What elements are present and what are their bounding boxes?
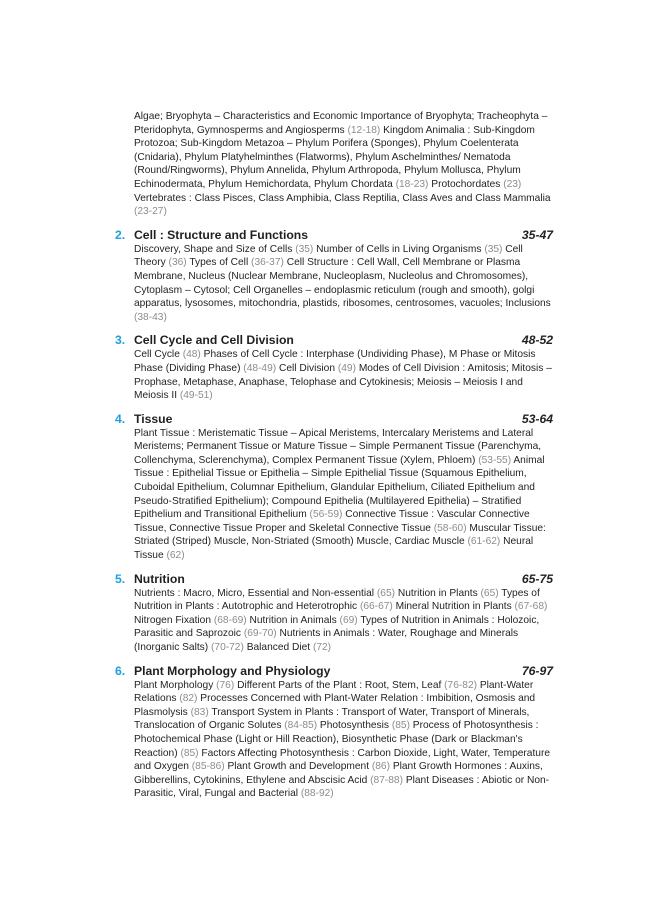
chapter-topics <box>134 427 553 563</box>
topic-page-ref: (87-88) <box>370 774 403 786</box>
topic-text: Types of Nutrition in Plants : Autotrophic and Heterotrophic <box>134 587 540 613</box>
topic-page-ref: (53-55) <box>478 454 512 466</box>
topic-text: Transport System in Plants : Transport of Water, Transport of Minerals, Translocation of Organic Solutes <box>134 706 530 732</box>
topic-text: Nutrients : Macro, Micro, Essential and Non-essential <box>134 587 377 599</box>
topic-text: Cell Theory <box>134 243 523 269</box>
topic-page-ref: (85-86) <box>191 761 225 773</box>
topic-text: Neural Tissue <box>134 536 534 562</box>
topic-page-ref: (38-43) <box>134 311 167 323</box>
topic-page-ref: (58-60) <box>433 522 467 534</box>
chapter-title: Tissue <box>134 411 173 426</box>
topic-text: Muscular Tissue: Striated (Striped) Muscle, Non-Striated (Smooth) Muscle, Cardiac Muscle <box>134 522 546 548</box>
topic-page-ref: (86) <box>371 761 390 773</box>
topic-page-ref: (85) <box>180 747 199 759</box>
chapter-title: Cell : Structure and Functions <box>134 227 309 242</box>
topic-page-ref: (48) <box>182 349 201 361</box>
chapter-topics <box>134 587 553 655</box>
topic-page-ref: (66-67) <box>359 601 393 613</box>
topic-page-ref: (36) <box>168 257 187 269</box>
topic-text: Connective Tissue : Vascular Connective Tissue, Connective Tissue Proper and Skeletal Connective Tissue <box>134 509 530 534</box>
topic-text: Processes Concerned with Plant-Water Relation : Imbibition, Osmosis and Plasmolysis <box>134 693 536 718</box>
topic-page-ref: (12-18) <box>347 124 381 136</box>
topic-page-ref: (23-27) <box>134 206 167 218</box>
topic-text: Kingdom Animalia : Sub-Kingdom Protozoa; Sub-Kingdom Metazoa – Phylum Porifera (Sponges), Phylum Coelenterata (Cnidaria), Phylum Platyhelminthes (Flatworms), Phylum Aschelminthes/ Nematoda (Round/Ringworms), Phylum Annelida, Phylum Arthropoda, Phylum Mollusca, Phylum Echinodermata, Phylum Hemichordata, Phylum Chordata <box>134 124 535 190</box>
topic-text: Phases of Cell Cycle : Interphase (Undividing Phase), M Phase or Mitosis Phase (Dividing Phase) <box>134 349 536 374</box>
topic-text: Process of Photosynthesis : Photochemical Phase (Light or Hill Reaction), Biosynthetic Phase (Dark or Blackman's Reaction) <box>134 720 539 759</box>
continued-chapter-text <box>134 110 553 219</box>
chapter-page-range: 53-64 <box>521 411 553 426</box>
chapter-entry <box>115 412 553 563</box>
topic-page-ref: (18-23) <box>395 178 429 190</box>
topic-text: Plant Tissue : Meristematic Tissue – Apical Meristems, Intercalary Meristems and Lateral Meristems; Permanent Tissue or Mature Tissue – Simple Permanent Tissue (Parenchyma, Collenchyma, Sclerenchyma), Complex Permanent Tissue (Xylem, Phloem) <box>134 427 542 466</box>
topic-page-ref: (83) <box>190 706 209 718</box>
topic-text: Discovery, Shape and Size of Cells <box>134 243 296 255</box>
topic-text: Vertebrates : Class Pisces, Class Amphibia, Class Reptilia, Class Aves and Class Mammalia <box>134 192 551 204</box>
chapter-number: 3. <box>115 333 126 348</box>
chapter-heading <box>115 228 553 243</box>
topic-text: Nutrition in Animals <box>246 614 340 626</box>
topic-text: Photosynthesis <box>317 720 392 732</box>
chapter-number: 6. <box>115 663 126 678</box>
chapter-list <box>115 228 553 801</box>
chapter-title: Nutrition <box>134 571 185 586</box>
topic-page-ref: (23) <box>503 178 522 190</box>
topic-page-ref: (65) <box>376 587 396 599</box>
topic-page-ref: (49) <box>337 362 356 374</box>
topic-text: Nitrogen Fixation <box>134 614 214 626</box>
topic-page-ref: (48-49) <box>243 362 277 374</box>
topic-page-ref: (82) <box>179 693 198 705</box>
chapter-page-range: 48-52 <box>521 333 553 348</box>
chapter-entry <box>115 572 553 655</box>
chapter-topics <box>134 679 553 801</box>
topic-page-ref: (35) <box>295 243 314 255</box>
topic-text: Plant Growth Hormones : Auxins, Gibberellins, Cytokinins, Ethylene and Abscisic Acid <box>134 761 543 786</box>
chapter-heading <box>115 572 553 587</box>
topic-text: Animal Tissue : Epithelial Tissue or Epithelia – Simple Epithelial Tissue (Squamous Epithelium, Cuboidal Epithelium, Columnar Epithelium, Glandular Epithelium, Ciliated Epithelium and Pseudo-Stratified Epithelium); Compound Epithelia (Multilayered Epithelia) – Stratified Epithelium and Transitional Epithelium <box>134 454 545 521</box>
topic-page-ref: (67-68) <box>514 601 548 613</box>
topic-page-ref: (76-82) <box>444 679 477 691</box>
chapter-number: 2. <box>115 227 126 242</box>
topic-text: Balanced Diet <box>243 642 313 653</box>
topic-text: Types of Cell <box>186 257 252 269</box>
chapter-entry <box>115 333 553 402</box>
chapter-number: 5. <box>115 571 126 586</box>
topic-page-ref: (69-70) <box>243 628 277 640</box>
chapter-entry <box>115 228 553 325</box>
chapter-number: 4. <box>115 411 126 426</box>
topic-text: Algae; Bryophyta – Characteristics and Economic Importance of Bryophyta; Tracheophyta – Pteridophyta, Gymnosperms and Angiosperms <box>134 111 548 136</box>
topic-text: Nutrients in Animals : Water, Roughage and Minerals (Inorganic Salts) <box>134 628 519 653</box>
topic-text: Nutrition in Plants <box>395 587 481 599</box>
chapter-title: Cell Cycle and Cell Division <box>134 333 294 348</box>
topic-text: Plant Growth and Development <box>224 761 372 773</box>
topic-text: Plant Morphology <box>134 679 217 691</box>
chapter-topics <box>134 348 553 402</box>
chapter-page-range: 65-75 <box>521 571 553 586</box>
topic-page-ref: (35) <box>484 243 503 255</box>
chapter-page-range: 35-47 <box>521 227 553 242</box>
chapter-page-range: 76-97 <box>521 663 553 678</box>
topic-page-ref: (72) <box>312 642 332 653</box>
chapter-entry <box>115 664 553 801</box>
topic-text: Modes of Cell Division : Amitosis; Mitosis – Prophase, Metaphase, Anaphase, Telophase and Cytokinesis; Meiosis – Meiosis I and Meiosis II <box>134 362 552 402</box>
topic-page-ref: (36-37) <box>251 257 284 269</box>
topic-text: Number of Cells in Living Organisms <box>313 243 485 255</box>
topic-page-ref: (70-72) <box>211 642 244 653</box>
topic-text: Different Parts of the Plant : Root, Stem, Leaf <box>234 679 445 691</box>
topic-page-ref: (56-59) <box>309 509 343 521</box>
topic-text: Protochordates <box>428 178 504 190</box>
topic-text: Mineral Nutrition in Plants <box>392 601 515 613</box>
topic-page-ref: (62) <box>166 550 185 562</box>
topic-page-ref: (85) <box>391 720 410 732</box>
topic-text: Plant Diseases : Abiotic or Non-Parasitic, Viral, Fungal and Bacterial <box>134 774 550 800</box>
topic-text: Cell Cycle <box>134 349 183 361</box>
topic-page-ref: (65) <box>480 587 499 599</box>
topic-page-ref: (88-92) <box>300 788 334 800</box>
topic-text: Types of Nutrition in Animals : Holozoic, Parasitic and Saprozoic <box>134 614 540 640</box>
topic-text: Plant-Water Relations <box>134 679 534 705</box>
chapter-heading <box>115 333 553 348</box>
topic-page-ref: (84-85) <box>284 720 318 732</box>
topic-page-ref: (69) <box>339 614 358 626</box>
chapter-heading <box>115 664 553 679</box>
topic-page-ref: (49-51) <box>179 390 213 402</box>
topic-text: Factors Affecting Photosynthesis : Carbon Dioxide, Light, Water, Temperature and Oxygen <box>134 747 551 773</box>
topic-page-ref: (76) <box>216 679 235 691</box>
topic-text: Cell Division <box>276 362 338 374</box>
topic-page-ref: (68-69) <box>213 614 247 626</box>
table-of-contents <box>115 110 553 801</box>
chapter-heading <box>115 412 553 427</box>
chapter-topics <box>134 243 553 325</box>
topic-page-ref: (61-62) <box>467 536 501 548</box>
topic-text: Cell Structure : Cell Wall, Cell Membrane or Plasma Membrane, Nucleus (Nuclear Membrane, Nucleoplasm, Nucleolus and Chromosomes), Cytoplasm – Cytosol; Cell Organelles – endoplasmic reticulum (rough and smooth), golgi apparatus, lysosomes, mitochondria, plastids, ribosomes, centrosomes, vacuoles; Inclusions <box>134 257 551 310</box>
chapter-title: Plant Morphology and Physiology <box>134 663 331 678</box>
